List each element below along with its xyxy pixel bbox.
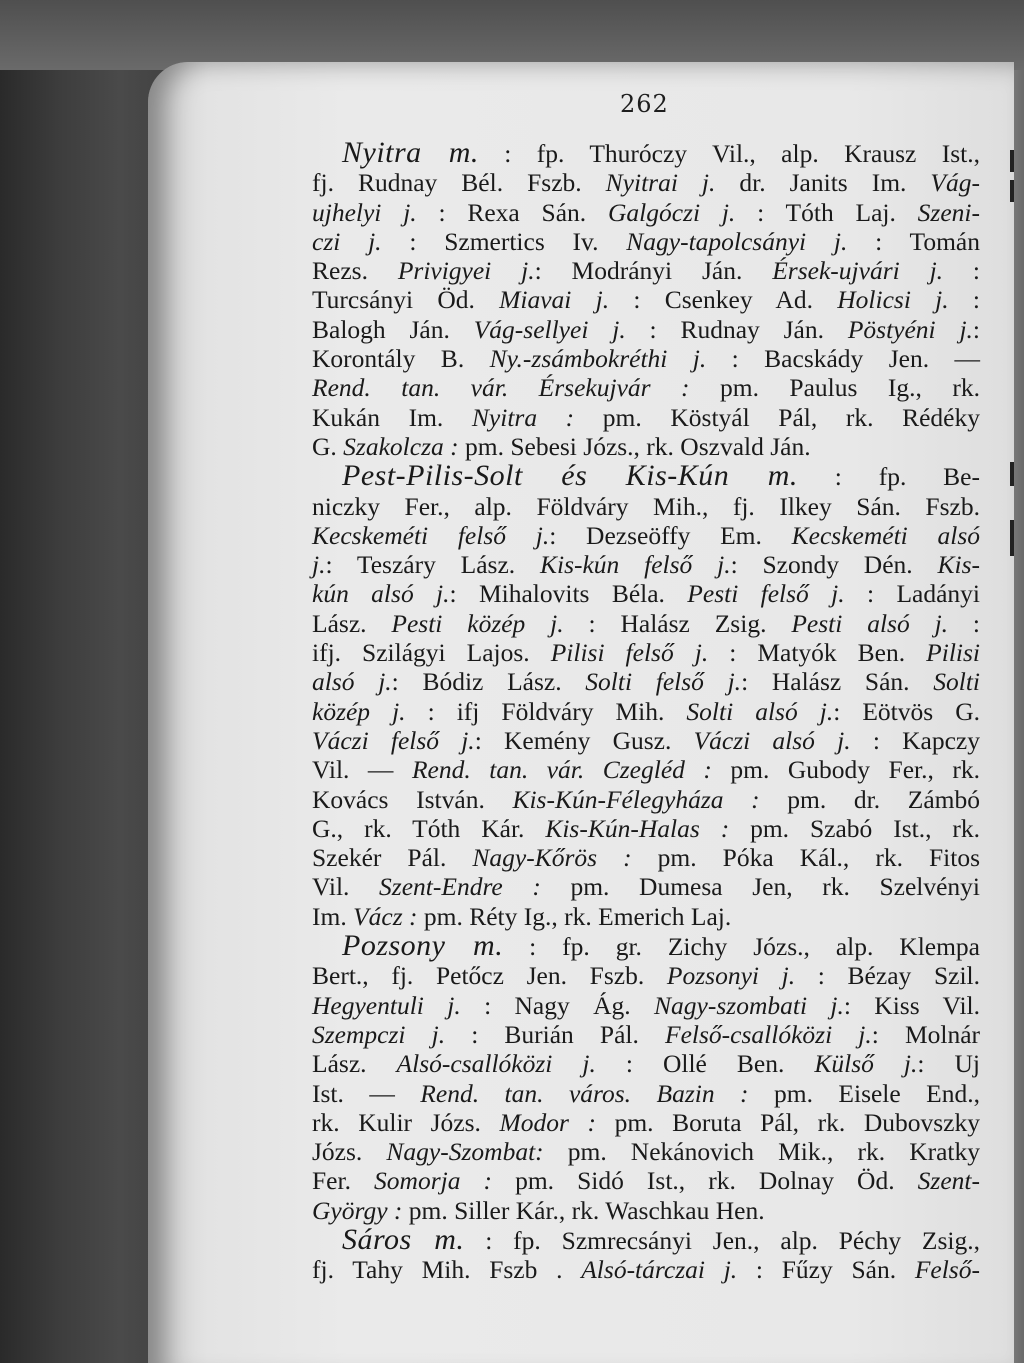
italic-district-name: ujhelyi j. bbox=[312, 197, 417, 227]
italic-district-name: Hegyentuli j. bbox=[312, 990, 461, 1020]
italic-district-name: Felső-csallóközi j. bbox=[665, 1019, 872, 1049]
text-line bbox=[312, 1255, 980, 1284]
text-segment: pm. dr. Zámbó bbox=[759, 784, 980, 814]
text-line bbox=[312, 1137, 980, 1166]
italic-district-name: Kis-kún felső j. bbox=[539, 550, 731, 580]
text-segment: : Bacskády Jen. — bbox=[706, 344, 980, 374]
italic-district-name: Ny.-zsámbokréthi j. bbox=[489, 344, 707, 374]
text-line bbox=[312, 697, 980, 726]
text-segment: fj. Rudnay Bél. Fszb. bbox=[312, 168, 606, 198]
text-segment: Szekér Pál. bbox=[312, 843, 473, 873]
italic-district-name: Nagy-Kőrös : bbox=[472, 843, 632, 873]
text-segment: G. bbox=[312, 431, 344, 461]
text-line bbox=[312, 902, 980, 931]
text-segment: Vil. — bbox=[312, 755, 412, 785]
county-heading: Pozsony m. bbox=[342, 929, 504, 963]
italic-district-name: Rend. tan. vár. Czegléd : bbox=[411, 755, 712, 785]
text-segment: : Uj bbox=[917, 1049, 980, 1079]
text-line bbox=[312, 609, 980, 638]
italic-district-name: Privigyei j. bbox=[397, 256, 535, 286]
text-segment: : Szondy Dén. bbox=[730, 550, 938, 580]
italic-district-name: czi j. bbox=[312, 226, 382, 256]
text-segment: ifj. Szilágyi Lajos. bbox=[312, 638, 551, 668]
text-line bbox=[312, 1196, 980, 1225]
text-segment: : ifj Földváry Mih. bbox=[405, 696, 687, 726]
text-segment: : fp. gr. Zichy Józs., alp. Klempa bbox=[503, 932, 981, 962]
text-line bbox=[312, 168, 980, 197]
page-text-column bbox=[312, 138, 980, 1285]
italic-district-name: Nyitrai j. bbox=[605, 168, 716, 198]
text-segment: : fp. Be- bbox=[797, 462, 980, 492]
text-segment: pm. Siller Kár., rk. Waschkau Hen. bbox=[402, 1195, 765, 1225]
text-segment: : Dezseöffy Em. bbox=[549, 520, 792, 550]
italic-district-name: Nagy-szombati j. bbox=[654, 990, 844, 1020]
italic-district-name: Érsek-ujvári j. bbox=[772, 256, 944, 286]
text-segment: pm. Nekánovich Mik., rk. Kratky bbox=[543, 1137, 980, 1167]
text-segment: Balogh Ján. bbox=[312, 314, 474, 344]
italic-district-name: Kecskeméti alsó bbox=[791, 520, 980, 550]
italic-district-name: Kis-Kún-Félegyháza : bbox=[512, 784, 760, 814]
text-segment: Im. bbox=[312, 901, 354, 931]
text-segment: : Bódiz Lász. bbox=[391, 667, 586, 697]
text-segment: : bbox=[943, 256, 980, 286]
text-segment: Lász. bbox=[312, 608, 392, 638]
text-segment: : Molnár bbox=[871, 1019, 981, 1049]
text-line bbox=[312, 461, 980, 491]
text-line bbox=[312, 315, 980, 344]
text-segment: : Kiss Vil. bbox=[843, 990, 980, 1020]
text-line bbox=[312, 991, 980, 1020]
text-segment: Lász. bbox=[312, 1049, 397, 1079]
italic-district-name: Váczi felső j. bbox=[312, 725, 475, 755]
italic-district-name: Vág-sellyei j. bbox=[473, 314, 626, 344]
text-segment: Kovács István. bbox=[312, 784, 513, 814]
scan-top-edge bbox=[0, 0, 1024, 70]
italic-district-name: Pesti alsó j. bbox=[791, 608, 949, 638]
text-line bbox=[312, 1079, 980, 1108]
county-heading: Pest-Pilis-Solt és Kis-Kún m. bbox=[342, 459, 798, 493]
italic-district-name: Rend. tan. vár. Érsekujvár : bbox=[312, 373, 690, 403]
text-line bbox=[312, 550, 980, 579]
italic-district-name: Felső- bbox=[914, 1255, 980, 1285]
italic-district-name: Vág- bbox=[930, 168, 980, 198]
italic-district-name: Alsó-csallóközi j. bbox=[396, 1049, 596, 1079]
text-segment: : Nagy Ág. bbox=[460, 990, 655, 1020]
text-line bbox=[312, 285, 980, 314]
text-line bbox=[312, 227, 980, 256]
italic-district-name: Pöstyéni j. bbox=[847, 314, 973, 344]
text-segment: pm. Dumesa Jen, rk. Szelvényi bbox=[540, 872, 980, 902]
italic-district-name: Szeni- bbox=[917, 197, 980, 227]
text-line bbox=[312, 814, 980, 843]
text-line bbox=[312, 755, 980, 784]
text-line bbox=[312, 521, 980, 550]
text-line bbox=[312, 492, 980, 521]
text-line bbox=[312, 579, 980, 608]
text-segment: pm. Boruta Pál, rk. Dubovszky bbox=[595, 1107, 980, 1137]
edge-mark bbox=[1010, 520, 1014, 556]
text-segment: pm. Réty Ig., rk. Emerich Laj. bbox=[417, 901, 732, 931]
italic-district-name: Szempczi j. bbox=[312, 1019, 446, 1049]
text-line bbox=[312, 931, 980, 961]
text-segment: pm. Köstyál Pál, rk. Rédéky bbox=[574, 402, 980, 432]
italic-district-name: j. bbox=[312, 550, 326, 580]
italic-district-name: Somorja : bbox=[374, 1166, 493, 1196]
text-segment: pm. Paulus Ig., rk. bbox=[689, 373, 980, 403]
text-segment: : Burián Pál. bbox=[445, 1019, 666, 1049]
text-segment: : Rudnay Ján. bbox=[625, 314, 848, 344]
text-segment: : fp. Thuróczy Vil., alp. Krausz Ist., bbox=[478, 139, 980, 168]
edge-mark bbox=[1010, 180, 1014, 202]
italic-district-name: Nyitra : bbox=[471, 402, 575, 432]
text-segment: : Halász Zsig. bbox=[563, 608, 792, 638]
text-segment: G., rk. Tóth Kár. bbox=[312, 813, 546, 843]
text-line bbox=[312, 1222, 981, 1256]
italic-district-name: Nagy-tapolcsányi j. bbox=[626, 226, 848, 256]
text-line bbox=[312, 432, 980, 461]
text-segment: Fer. bbox=[312, 1166, 375, 1196]
italic-district-name: Pesti felső j. bbox=[687, 579, 845, 609]
italic-district-name: Galgóczi j. bbox=[607, 197, 736, 227]
text-segment: : Kapczy bbox=[850, 725, 980, 755]
italic-district-name: Alsó-tárczai j. bbox=[581, 1255, 738, 1285]
text-segment: : Tóth Laj. bbox=[735, 197, 918, 227]
text-segment: : Ladányi bbox=[844, 579, 980, 609]
text-segment: : Szmertics Iv. bbox=[381, 226, 627, 256]
italic-district-name: Szakolcza : bbox=[343, 431, 459, 461]
text-line bbox=[312, 961, 980, 990]
text-line bbox=[312, 667, 980, 696]
italic-district-name: Kecskeméti felső j. bbox=[312, 520, 550, 550]
italic-district-name: Nagy-Szombat: bbox=[386, 1137, 544, 1167]
italic-district-name: Kis- bbox=[937, 550, 980, 580]
text-line bbox=[312, 1049, 980, 1078]
text-segment: : bbox=[972, 314, 981, 344]
text-segment: pm. Sidó Ist., rk. Dolnay Öd. bbox=[492, 1166, 918, 1196]
text-line bbox=[312, 726, 980, 755]
edge-mark bbox=[1010, 150, 1014, 172]
italic-district-name: Külső j. bbox=[814, 1049, 918, 1079]
italic-district-name: Solti felső j. bbox=[585, 667, 742, 697]
text-line bbox=[312, 344, 980, 373]
italic-district-name: Pesti közép j. bbox=[391, 608, 564, 638]
county-heading: Nyitra m. bbox=[342, 136, 479, 169]
italic-district-name: Pozsonyi j. bbox=[666, 961, 796, 991]
text-segment: Bert., fj. Petőcz Jen. Fszb. bbox=[312, 961, 667, 991]
text-segment: : Kemény Gusz. bbox=[474, 725, 694, 755]
text-segment: : Teszáry Lász. bbox=[325, 550, 540, 580]
text-segment: Turcsányi Öd. bbox=[312, 285, 500, 315]
italic-district-name: kún alsó j. bbox=[312, 579, 450, 609]
text-segment: fj. Tahy Mih. Fszb . bbox=[312, 1255, 582, 1285]
text-segment: : Rexa Sán. bbox=[416, 197, 608, 227]
county-heading: Sáros m. bbox=[342, 1222, 465, 1256]
italic-district-name: Vácz : bbox=[353, 901, 418, 931]
italic-district-name: György : bbox=[312, 1195, 403, 1225]
text-segment: : Tomán bbox=[847, 226, 980, 256]
text-segment: rk. Kulir Józs. bbox=[312, 1107, 500, 1137]
text-segment: pm. Gubody Fer., rk. bbox=[711, 755, 981, 785]
italic-district-name: Szent- bbox=[917, 1166, 980, 1196]
text-line bbox=[312, 785, 980, 814]
italic-district-name: Váczi alsó j. bbox=[693, 725, 851, 755]
italic-district-name: közép j. bbox=[312, 696, 406, 726]
text-segment: : fp. Szmrecsányi Jen., alp. Péchy Zsig., bbox=[464, 1225, 981, 1255]
edge-mark bbox=[1010, 462, 1014, 486]
text-segment: : bbox=[948, 608, 980, 638]
text-line bbox=[312, 1166, 980, 1195]
text-segment: : Csenkey Ad. bbox=[609, 285, 838, 315]
text-line bbox=[312, 843, 980, 872]
text-segment: pm. Póka Kál., rk. Fitos bbox=[631, 843, 981, 873]
text-line bbox=[312, 1020, 980, 1049]
text-segment: Ist. — bbox=[312, 1078, 421, 1108]
text-segment: : bbox=[948, 285, 980, 315]
text-segment: pm. Sebesi Józs., rk. Oszvald Ján. bbox=[458, 431, 811, 461]
text-segment: pm. Szabó Ist., rk. bbox=[729, 813, 980, 843]
text-line bbox=[312, 138, 980, 168]
italic-district-name: Rend. tan. város. Bazin : bbox=[420, 1078, 749, 1108]
text-segment: : Eötvös G. bbox=[833, 696, 980, 726]
text-segment: Vil. bbox=[312, 872, 380, 902]
text-segment: : Mihalovits Béla. bbox=[449, 579, 688, 609]
text-segment: Kukán Im. bbox=[312, 402, 472, 432]
italic-district-name: Miavai j. bbox=[499, 285, 610, 315]
text-segment: : Halász Sán. bbox=[741, 667, 934, 697]
text-segment: Rezs. bbox=[312, 256, 398, 286]
text-segment: : Matyók Ben. bbox=[708, 638, 927, 668]
italic-district-name: Szent-Endre : bbox=[379, 872, 541, 902]
italic-district-name: Pilisi bbox=[926, 638, 980, 668]
text-line bbox=[312, 256, 980, 285]
text-segment: : Modrányi Ján. bbox=[534, 256, 773, 286]
text-line bbox=[312, 198, 980, 227]
text-line bbox=[312, 373, 980, 402]
italic-district-name: alsó j. bbox=[312, 667, 392, 697]
text-segment: dr. Janits Im. bbox=[715, 168, 931, 198]
text-line bbox=[312, 872, 980, 901]
text-segment: niczky Fer., alp. Földváry Mih., fj. Ilkey Sán. Fszb. bbox=[312, 491, 980, 521]
italic-district-name: Modor : bbox=[499, 1107, 596, 1137]
text-segment: Korontály B. bbox=[312, 344, 490, 374]
text-segment: Józs. bbox=[312, 1137, 387, 1167]
text-segment: : Fűzy Sán. bbox=[737, 1255, 915, 1285]
italic-district-name: Kis-Kún-Halas : bbox=[545, 813, 730, 843]
italic-district-name: Holicsi j. bbox=[837, 285, 949, 315]
italic-district-name: Solti alsó j. bbox=[686, 696, 834, 726]
text-line bbox=[312, 1108, 980, 1137]
text-line bbox=[312, 638, 980, 667]
italic-district-name: Pilisi felső j. bbox=[550, 638, 709, 668]
italic-district-name: Solti bbox=[933, 667, 981, 697]
text-segment: pm. Eisele End., bbox=[748, 1078, 980, 1108]
page-number: 262 bbox=[620, 90, 669, 118]
text-segment: : Bézay Szil. bbox=[795, 961, 980, 991]
text-segment: : Ollé Ben. bbox=[595, 1049, 815, 1079]
text-line bbox=[312, 403, 980, 432]
